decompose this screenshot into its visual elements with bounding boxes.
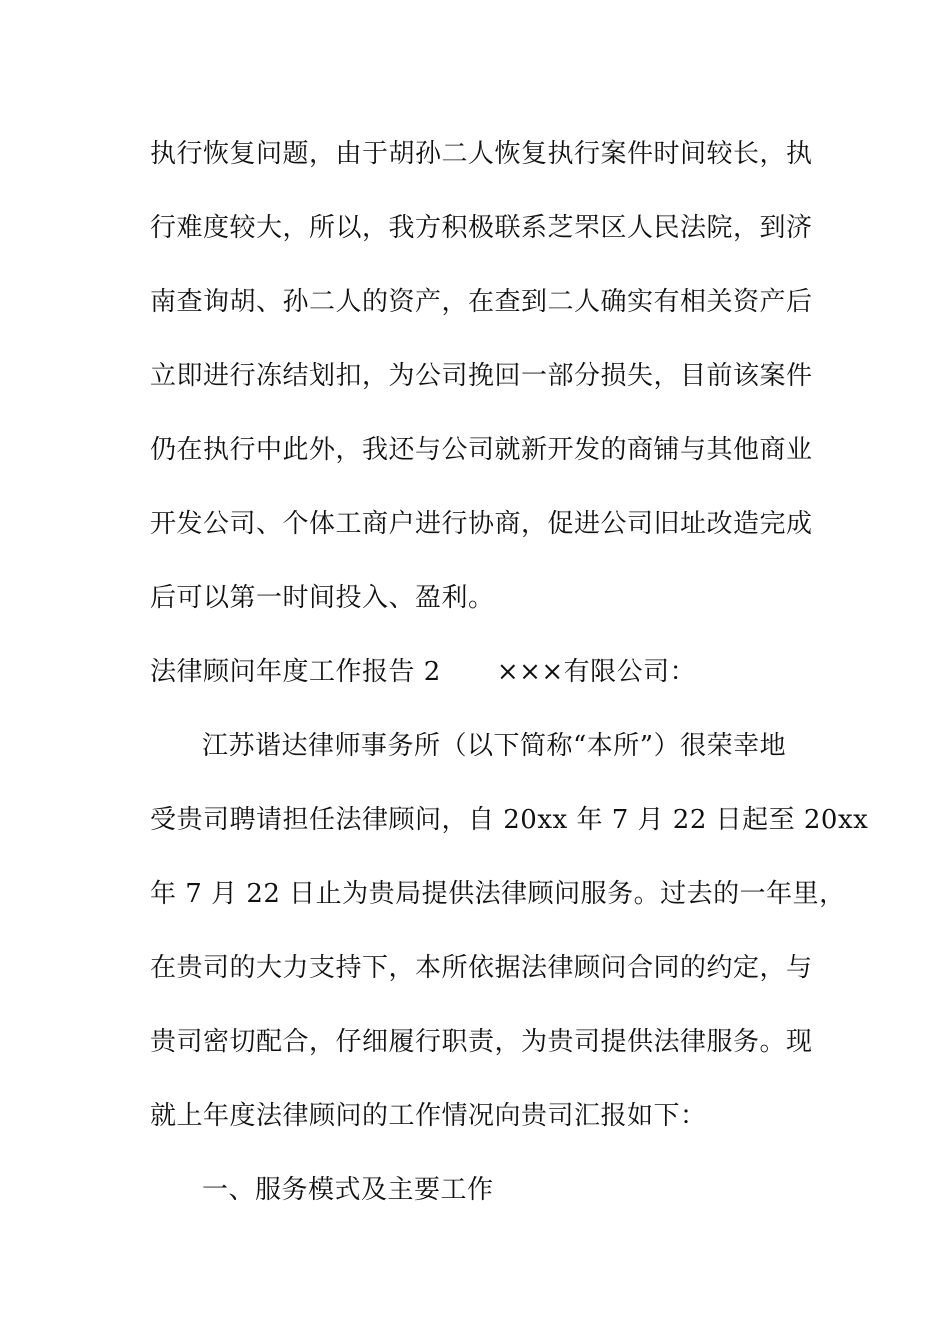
paragraph-line: 后可以第一时间投入、盈利。 [150, 583, 495, 613]
report-title: 法律顾问年度工作报告 2 [150, 657, 441, 687]
paragraph-line: 执行恢复问题，由于胡孙二人恢复执行案件时间较长，执 [150, 139, 813, 169]
body-line: 贵司密切配合，仔细履行职责，为贵司提供法律服务。现 [150, 1027, 813, 1057]
paragraph-line: 行难度较大，所以，我方积极联系芝罘区人民法院，到济 [150, 213, 813, 243]
paragraph-line: 南查询胡、孙二人的资产，在查到二人确实有相关资产后 [150, 287, 813, 317]
report-title-line [150, 655, 800, 689]
salutation: ×××有限公司： [496, 657, 697, 687]
body-line: 江苏谐达律师事务所（以下简称“本所”）很荣幸地 [202, 731, 787, 761]
body-line: 就上年度法律顾问的工作情况向贵司汇报如下： [150, 1101, 707, 1131]
paragraph-line: 立即进行冻结划扣，为公司挽回一部分损失，目前该案件 [150, 361, 813, 391]
body-line: 年 7 月 22 日止为贵局提供法律顾问服务。过去的一年里， [150, 879, 846, 909]
body-line: 在贵司的大力支持下，本所依据法律顾问合同的约定，与 [150, 953, 813, 983]
paragraph-line: 仍在执行中此外，我还与公司就新开发的商铺与其他商业 [150, 435, 813, 465]
body-line: 受贵司聘请担任法律顾问，自 20xx 年 7 月 22 日起至 20xx [150, 805, 869, 835]
section-heading: 一、服务模式及主要工作 [202, 1175, 494, 1205]
paragraph-line: 开发公司、个体工商户进行协商，促进公司旧址改造完成 [150, 509, 813, 539]
